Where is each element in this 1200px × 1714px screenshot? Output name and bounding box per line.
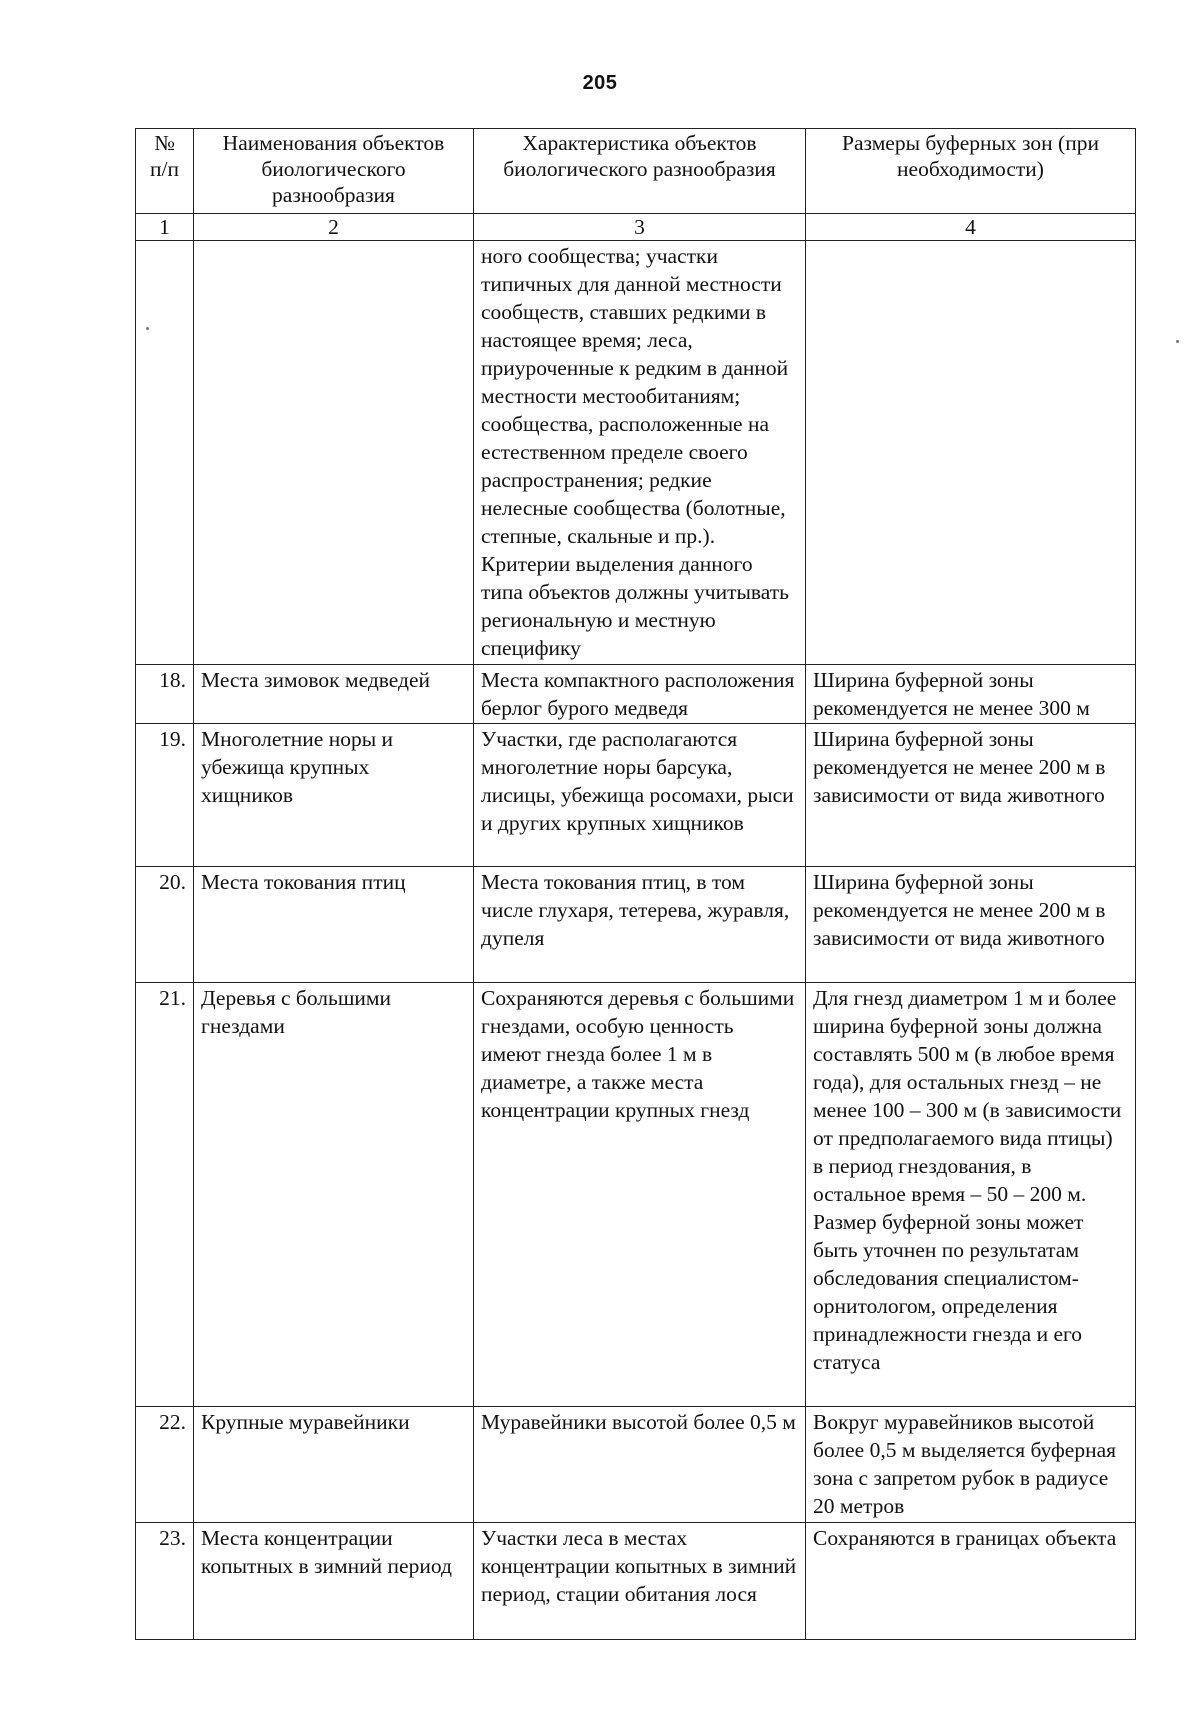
column-number: 3: [474, 214, 806, 241]
buffer-zone: Ширина буферной зоны рекомендуется не менее 200 м в зависимости от вида животного: [806, 724, 1136, 867]
row-number: 21.: [136, 983, 194, 1407]
table-header-row: [136, 129, 1136, 214]
buffer-zone: Для гнезд диаметром 1 м и более ширина буферной зоны должна составлять 500 м (в любое время года), для остальных гнезд – не менее 100 – 300 м (в зависимости от предполагаемого вида птицы) в период гнездования, в остальное время – 50 – 200 м. Размер буферной зоны может быть уточнен по результатам обследования специалистом-орнитологом, определения принадлежности гнезда и его статуса: [806, 983, 1136, 1407]
column-number: 4: [806, 214, 1136, 241]
buffer-zone: [806, 241, 1136, 665]
table-row: [136, 724, 1136, 867]
header-object-name: Наименования объектов биологического разнообразия: [194, 129, 474, 214]
object-name: Крупные муравейники: [194, 1407, 474, 1523]
table-row: [136, 1523, 1136, 1640]
object-name: Многолетние норы и убежища крупных хищников: [194, 724, 474, 867]
object-name: [194, 241, 474, 665]
column-number-row: [136, 214, 1136, 241]
row-number: 20.: [136, 867, 194, 983]
row-number: 18.: [136, 665, 194, 724]
row-number: 22.: [136, 1407, 194, 1523]
row-number: 23.: [136, 1523, 194, 1640]
table-row: [136, 241, 1136, 665]
header-buffer-zone-size: Размеры буферных зон (при необходимости): [806, 129, 1136, 214]
object-description: ного сообщества; участки типичных для данной местности сообществ, ставших редкими в настоящее время; леса, приуроченные к редким в данной местности местообитаниям; сообщества, расположенные на естественном пределе своего распространения; редкие нелесные сообщества (болотные, степные, скальные и пр.). Критерии выделения данного типа объектов должны учитывать региональную и местную специфику: [474, 241, 806, 665]
header-object-description: Характеристика объектов биологического разнообразия: [474, 129, 806, 214]
buffer-zone: Вокруг муравейников высотой более 0,5 м выделяется буферная зона с запретом рубок в радиусе 20 метров: [806, 1407, 1136, 1523]
page-number: 205: [582, 72, 618, 94]
row-number: 19.: [136, 724, 194, 867]
scan-speck: [1176, 340, 1179, 343]
object-description: Участки леса в местах концентрации копытных в зимний период, стации обитания лося: [474, 1523, 806, 1640]
object-name: Места токования птиц: [194, 867, 474, 983]
table-row: [136, 983, 1136, 1407]
buffer-zone: Ширина буферной зоны рекомендуется не менее 300 м: [806, 665, 1136, 724]
column-number: 2: [194, 214, 474, 241]
object-name: Места концентрации копытных в зимний период: [194, 1523, 474, 1640]
object-name: Деревья с большими гнездами: [194, 983, 474, 1407]
object-name: Места зимовок медведей: [194, 665, 474, 724]
biodiversity-objects-table: [135, 128, 1136, 1640]
table-row: [136, 665, 1136, 724]
buffer-zone: Сохраняются в границах объекта: [806, 1523, 1136, 1640]
object-description: Муравейники высотой более 0,5 м: [474, 1407, 806, 1523]
object-description: Сохраняются деревья с большими гнездами, особую ценность имеют гнезда более 1 м в диаметре, а также места концентрации крупных гнезд: [474, 983, 806, 1407]
object-description: Места токования птиц, в том числе глухаря, тетерева, журавля, дупеля: [474, 867, 806, 983]
buffer-zone: Ширина буферной зоны рекомендуется не менее 200 м в зависимости от вида животного: [806, 867, 1136, 983]
header-number: № п/п: [136, 129, 194, 214]
object-description: Участки, где располагаются многолетние норы барсука, лисицы, убежища росомахи, рыси и других крупных хищников: [474, 724, 806, 867]
row-number: [136, 241, 194, 665]
column-number: 1: [136, 214, 194, 241]
object-description: Места компактного расположения берлог бурого медведя: [474, 665, 806, 724]
table-row: [136, 867, 1136, 983]
table-row: [136, 1407, 1136, 1523]
